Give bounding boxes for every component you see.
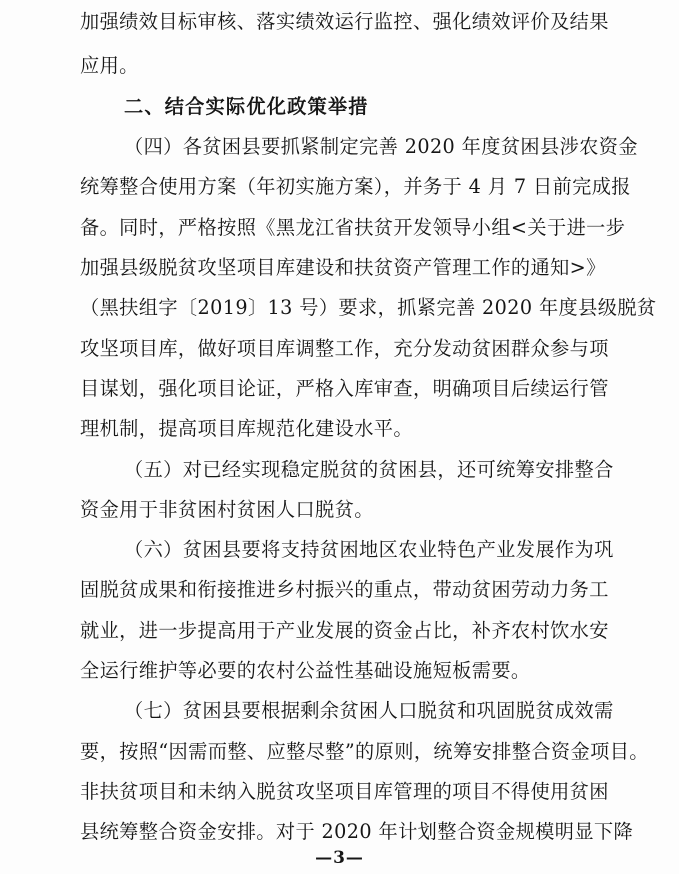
paragraph-line: 加强绩效目标审核、落实绩效运行监控、强化绩效评价及结果 — [80, 10, 609, 33]
paragraph-line: 备。同时，严格按照《黑龙江省扶贫开发领导小组<关于进一步 — [80, 216, 626, 239]
paragraph-line: 目谋划，强化项目论证，严格入库审查，明确项目后续运行管 — [80, 377, 609, 400]
section-heading: 二、结合实际优化政策举措 — [124, 95, 369, 118]
paragraph-line: 理机制，提高项目库规范化建设水平。 — [80, 417, 413, 440]
paragraph-line: 就业，进一步提高用于产业发展的资金占比，补齐农村饮水安 — [80, 619, 609, 642]
paragraph-line: 固脱贫成果和衔接推进乡村振兴的重点，带动贫困劳动力务工 — [80, 578, 609, 601]
paragraph-line: 非扶贫项目和未纳入脱贫攻坚项目库管理的项目不得使用贫困 — [80, 780, 609, 803]
paragraph-line: 加强县级脱贫攻坚项目库建设和扶贫资产管理工作的通知>》 — [80, 256, 606, 279]
paragraph-line: （黑扶组字〔2019〕13 号）要求，抓紧完善 2020 年度县级脱贫 — [80, 296, 657, 319]
paragraph-line: 资金用于非贫困村贫困人口脱贫。 — [80, 498, 374, 521]
paragraph-line: 要，按照“因需而整、应整尽整”的原则，统筹安排整合资金项目。 — [80, 740, 649, 763]
paragraph-line: （七）贫困县要根据剩余贫困人口脱贫和巩固脱贫成效需 — [124, 699, 614, 722]
paragraph-line: 县统筹整合资金安排。对于 2020 年计划整合资金规模明显下降 — [80, 820, 634, 843]
page-number: —3— — [315, 848, 364, 868]
paragraph-line: 统筹整合使用方案（年初实施方案），并务于 4 月 7 日前完成报 — [80, 175, 631, 198]
paragraph-line: （五）对已经实现稳定脱贫的贫困县，还可统筹安排整合 — [124, 458, 614, 481]
paragraph-line: （六）贫困县要将支持贫困地区农业特色产业发展作为巩 — [124, 538, 614, 561]
paragraph-line: （四）各贫困县要抓紧制定完善 2020 年度贫困县涉农资金 — [124, 135, 638, 158]
paragraph-line: 全运行维护等必要的农村公益性基础设施短板需要。 — [80, 659, 531, 682]
paragraph-line: 攻坚项目库，做好项目库调整工作，充分发动贫困群众参与项 — [80, 337, 609, 360]
paragraph-line: 应用。 — [80, 54, 139, 77]
